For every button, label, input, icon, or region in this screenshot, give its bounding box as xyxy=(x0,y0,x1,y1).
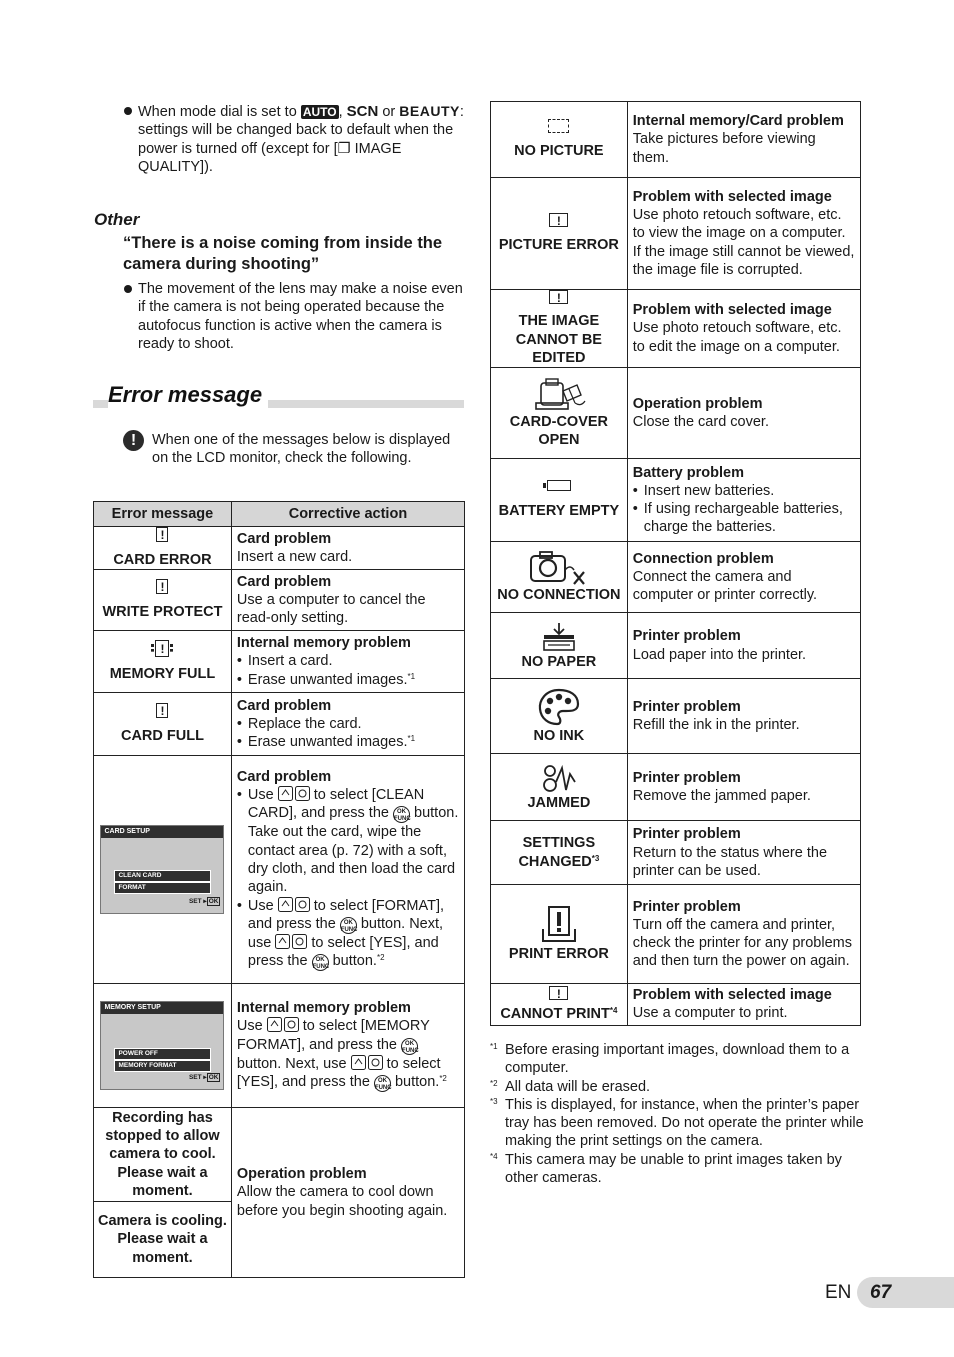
action-no-connection: Connection problem Connect the camera and computer or printer correctly. xyxy=(627,542,860,613)
warning-icon xyxy=(156,579,168,594)
internal-memory-icon xyxy=(155,640,169,657)
beauty-mode-icon: BEAUTY xyxy=(399,103,460,119)
error-memory-full: ! MEMORY FULL xyxy=(94,631,232,693)
col-header-error: Error message xyxy=(94,502,232,527)
error-picture-error: ! PICTURE ERROR xyxy=(491,178,628,290)
mode-reset-note: When mode dial is set to AUTO , SCN or BEAUTY: settings will be changed back to default when the power is turned off (except for [❐ IMAGE QUALITY]). xyxy=(124,102,464,176)
action-no-ink: Printer problem Refill the ink in the printer. xyxy=(627,679,860,754)
action-print-error: Printer problem Turn off the camera and printer, check the printer for any problems and then turn the power on again. xyxy=(627,885,860,984)
section-title: Error message xyxy=(108,382,268,408)
page-number: 67 xyxy=(870,1282,892,1303)
ink-palette-icon xyxy=(537,687,581,727)
camera-disconnected-icon xyxy=(528,550,590,586)
error-image-cannot-edit: ! THE IMAGE CANNOT BE EDITED xyxy=(491,290,628,368)
warning-icon xyxy=(549,290,568,304)
action-cooling: Operation problem Allow the camera to cool down before you begin shooting again. xyxy=(231,1108,464,1278)
memory-setup-screen: MEMORY SETUP POWER OFF MEMORY FORMAT SET ▸ OK xyxy=(100,1001,224,1090)
error-settings-changed: SETTINGS CHANGED$^{*3}$ xyxy=(491,821,628,885)
action-memory-full: Internal memory problem • Insert a card. • Erase unwanted images.$^{*1}$ xyxy=(231,631,464,693)
warning-icon xyxy=(549,986,568,1000)
footnote-1: *1 Before erasing important images, download them to a computer. xyxy=(490,1042,850,1077)
section-intro: When one of the messages below is displayed on the LCD monitor, check the following. xyxy=(152,432,451,467)
error-card-setup xyxy=(94,756,232,984)
error-table-left xyxy=(93,501,465,1278)
caution-icon: ! xyxy=(123,430,144,451)
error-table-right xyxy=(490,101,861,1026)
up-down-button-icon xyxy=(351,1055,383,1070)
ok-func-button-icon: OK FUNC xyxy=(374,1075,391,1092)
paper-tray-icon xyxy=(541,621,577,653)
noise-answer: The movement of the lens may make a noise even if the camera is not being operated because the autofocus function is active when the camera is ready to shoot. xyxy=(124,280,464,353)
col-header-action: Corrective action xyxy=(231,502,464,527)
error-cannot-print: ! CANNOT PRINT$^{*4}$ xyxy=(491,984,628,1026)
action-battery-empty: Battery problem • Insert new batteries. • If using rechargeable batteries, charge the batteries. xyxy=(627,459,860,542)
noise-question: “There is a noise coming from inside the camera during shooting” xyxy=(123,234,443,273)
ok-func-button-icon: OK FUNC xyxy=(393,806,410,823)
action-card-setup: Card problem • Use to select [CLEAN CARD], and press the OK FUNC button. Take out the card, wipe the contact area (p. 72) with a soft, dry cloth, and then load the card again. • Use to select [FORMAT], and press the OK FUNC button. Next, use to select [YES], and press the OK FUNC button.$^{*2}$ xyxy=(231,756,464,984)
action-image-cannot-edit: Problem with selected image Use photo retouch software, etc. to edit the image on a computer. xyxy=(627,290,860,368)
error-card-full: ! CARD FULL xyxy=(94,693,232,756)
ok-func-button-icon: OK FUNC xyxy=(312,954,329,971)
action-card-error: Card problem Insert a new card. xyxy=(231,527,464,570)
error-print-error: PRINT ERROR xyxy=(491,885,628,984)
up-down-button-icon xyxy=(275,934,307,949)
ok-func-button-icon: OK FUNC xyxy=(401,1038,418,1055)
error-no-connection: NO CONNECTION xyxy=(491,542,628,613)
action-write-protect: Card problem Use a computer to cancel the read-only setting. xyxy=(231,570,464,631)
other-heading: Other xyxy=(94,210,140,229)
action-picture-error: Problem with selected image Use photo retouch software, etc. to view the image on a computer. If the image still cannot be viewed, the image file is corrupted. xyxy=(627,178,860,290)
warning-icon xyxy=(549,213,568,227)
action-cannot-print: Problem with selected image Use a computer to print. xyxy=(627,984,860,1026)
error-card-cover-open: CARD-COVER OPEN xyxy=(491,368,628,459)
footnotes xyxy=(490,1041,864,1187)
card-cover-icon xyxy=(531,377,587,413)
image-quality-icon: ❐ xyxy=(337,140,351,157)
ok-func-button-icon: OK FUNC xyxy=(340,917,357,934)
language-label: EN xyxy=(825,1282,852,1303)
action-card-cover-open: Operation problem Close the card cover. xyxy=(627,368,860,459)
auto-mode-icon: AUTO xyxy=(302,105,337,119)
error-write-protect: ! WRITE PROTECT xyxy=(94,570,232,631)
error-battery-empty: BATTERY EMPTY xyxy=(491,459,628,542)
card-setup-screen: CARD SETUP CLEAN CARD FORMAT SET ▸ OK xyxy=(100,825,224,914)
error-recording-stopped: Recording has stopped to allow camera to cool. Please wait a moment. xyxy=(94,1108,232,1202)
battery-icon xyxy=(547,480,571,491)
warning-icon xyxy=(156,527,168,542)
error-memory-setup xyxy=(94,984,232,1108)
printer-warning-icon xyxy=(541,905,577,945)
up-down-button-icon xyxy=(278,897,310,912)
error-no-ink: NO INK xyxy=(491,679,628,754)
footnote-3: *3 This is displayed, for instance, when the printer’s paper tray has been removed. Do not operate the printer while making the print settings on the camera. xyxy=(490,1096,864,1150)
error-no-paper: NO PAPER xyxy=(491,613,628,679)
footnote-2: *2 All data will be erased. xyxy=(490,1078,651,1095)
action-no-picture: Internal memory/Card problem Take pictures before viewing them. xyxy=(627,102,860,178)
warning-icon xyxy=(156,703,168,718)
action-no-paper: Printer problem Load paper into the printer. xyxy=(627,613,860,679)
error-camera-cooling: Camera is cooling. Please wait a moment. xyxy=(94,1202,232,1278)
action-settings-changed: Printer problem Return to the status where the printer can be used. xyxy=(627,821,860,885)
error-jammed: JAMMED xyxy=(491,754,628,821)
scn-mode-icon: SCN xyxy=(346,103,379,120)
action-card-full: Card problem • Replace the card. • Erase unwanted images.$^{*1}$ xyxy=(231,693,464,756)
action-jammed: Printer problem Remove the jammed paper. xyxy=(627,754,860,821)
up-down-button-icon xyxy=(267,1017,299,1032)
paper-jam-icon xyxy=(540,762,578,794)
up-down-button-icon xyxy=(278,786,310,801)
footnote-4: *4 This camera may be unable to print images taken by other cameras. xyxy=(490,1151,842,1187)
error-no-picture: NO PICTURE xyxy=(491,102,628,178)
no-picture-icon xyxy=(548,119,569,133)
action-memory-setup: Internal memory problem Use to select [MEMORY FORMAT], and press the OK FUNC button. Next, use to select [YES], and press the OK FUNC button.$^{*2}$ xyxy=(231,984,464,1108)
error-card-error: ! CARD ERROR xyxy=(94,527,232,570)
